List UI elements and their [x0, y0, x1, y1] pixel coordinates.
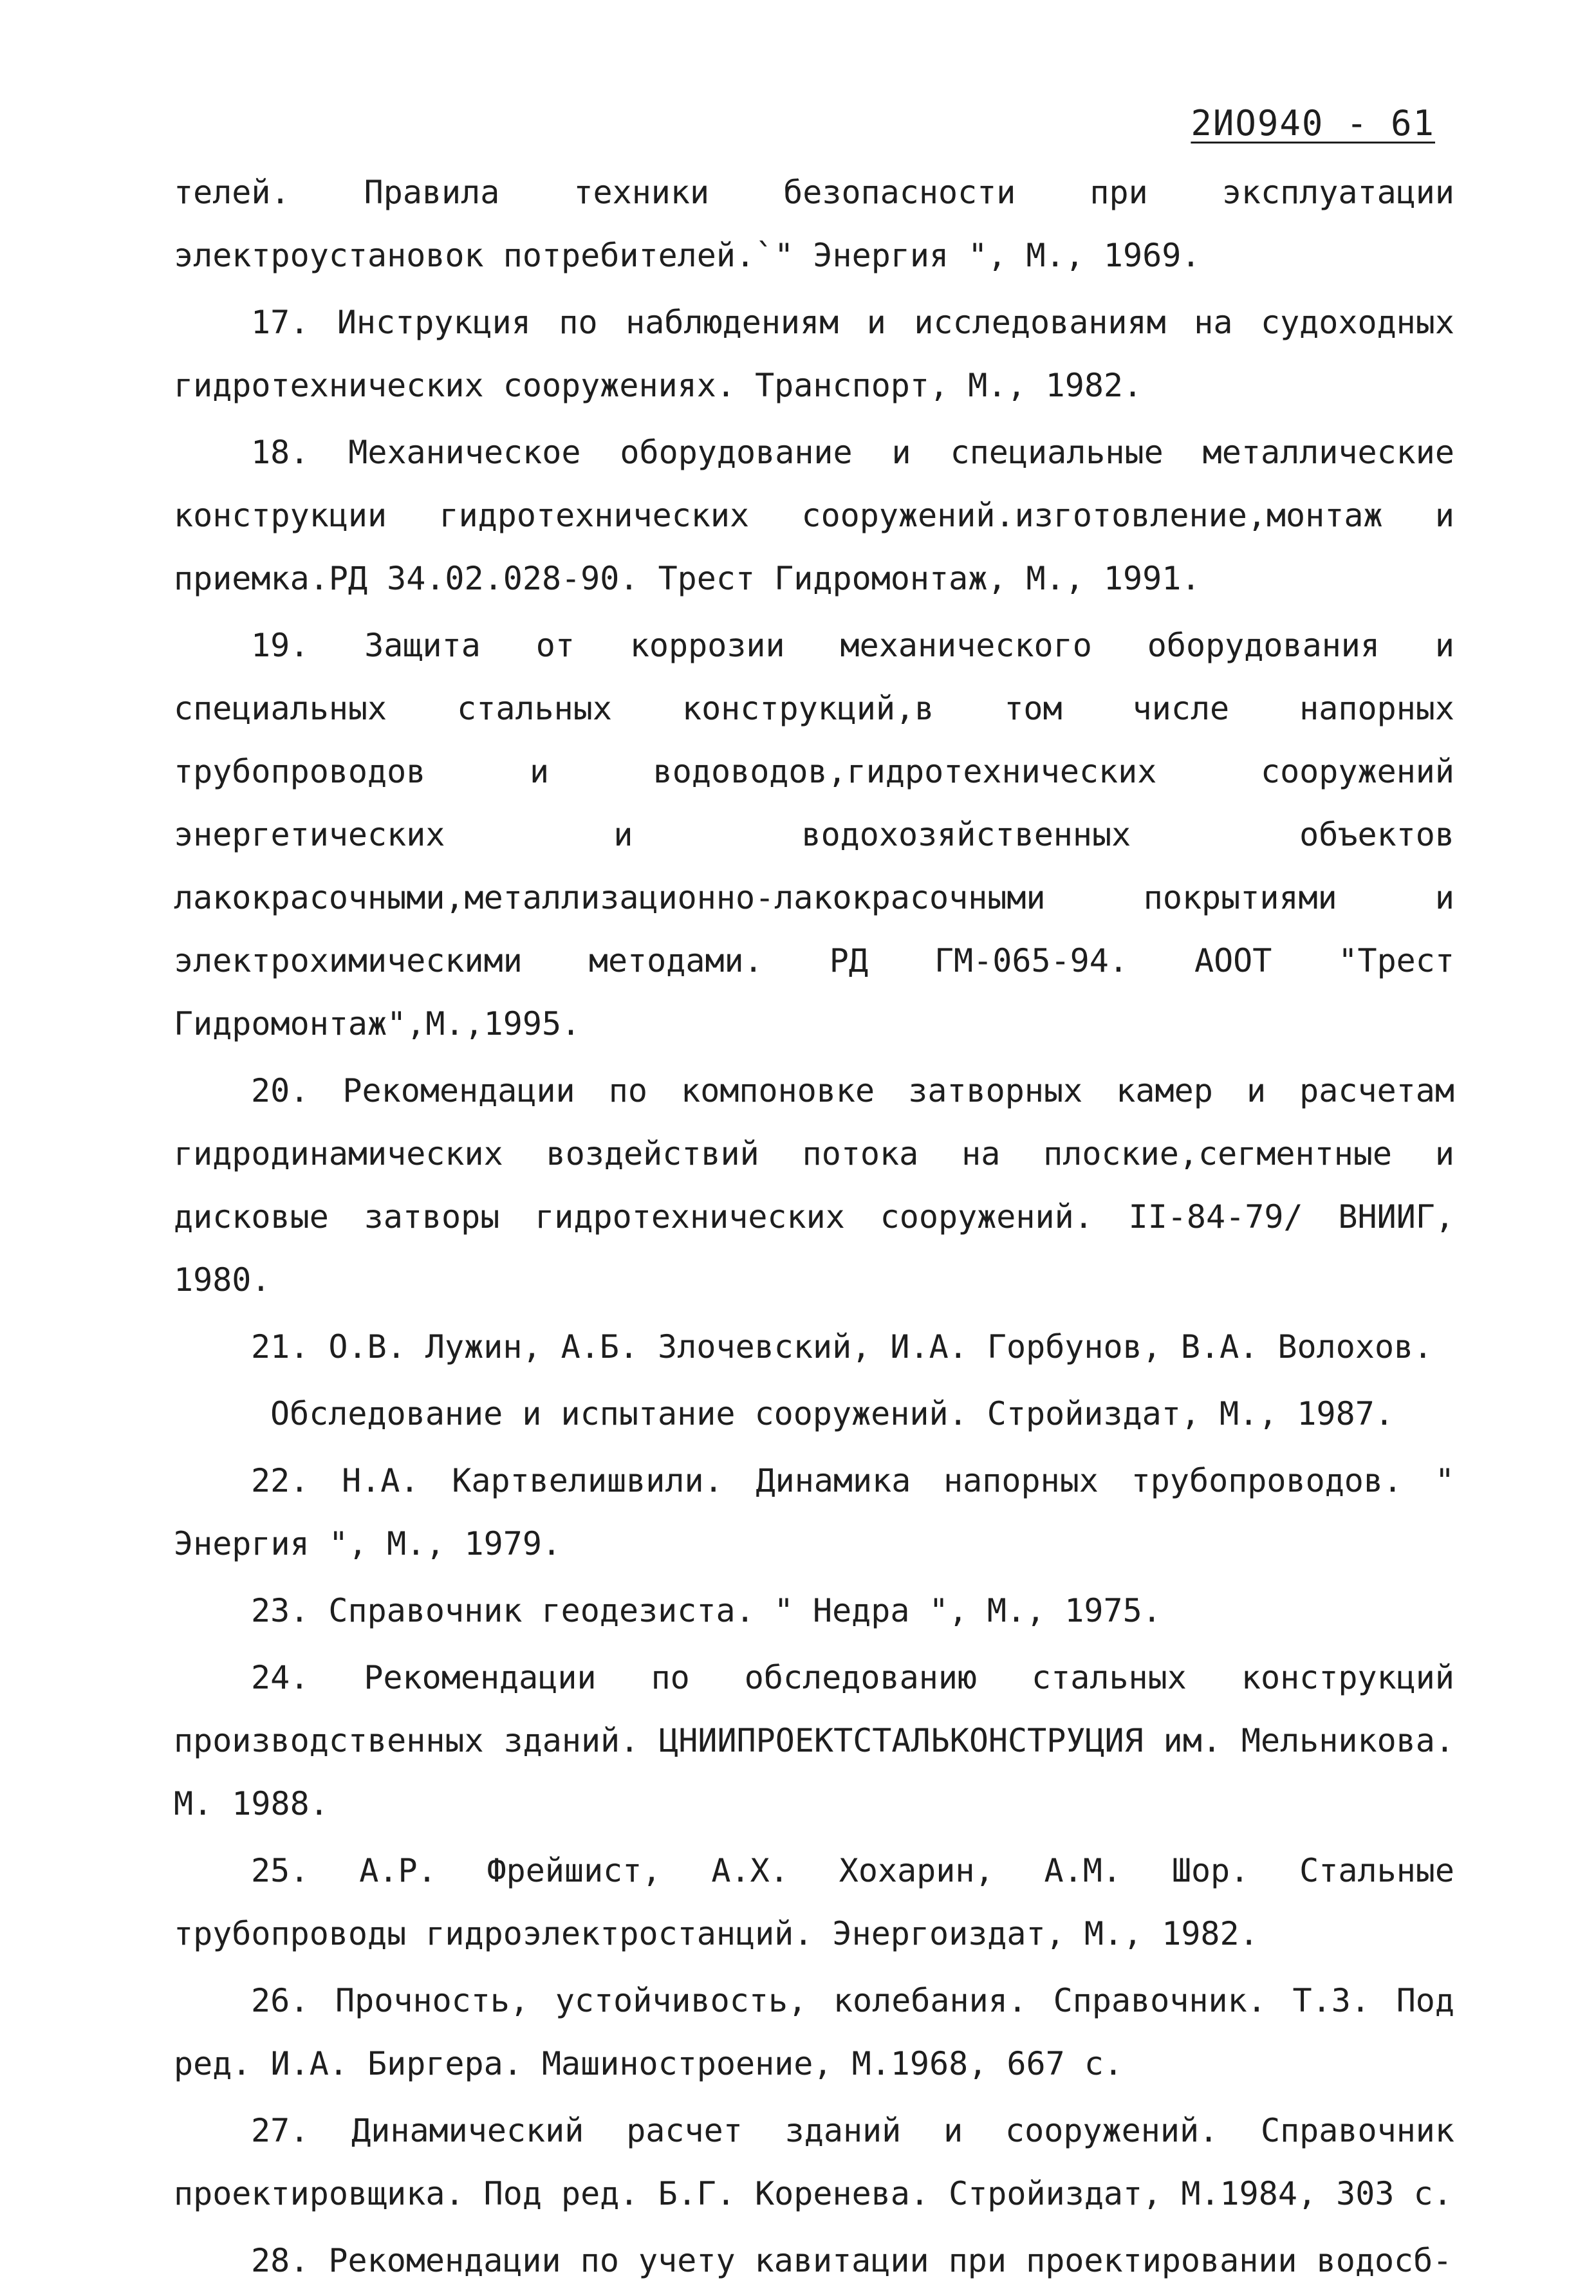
reference-20: 20. Рекомендации по компоновке затворных камер и расчетам гидродинамических воздействий потока на плоские,сегментные и дисковые затворы гидротехнических сооружений. II-84-79/ ВНИИГ, 1980. — [174, 1072, 1454, 1299]
reference-21: 21. О.В. Лужин, А.Б. Злочевский, И.А. Горбунов, В.А. Волохов. — [251, 1328, 1433, 1366]
reference-18: 18. Механическое оборудование и специальные металлические конструкции гидротехнических сооружений.изготовление,монтаж и приемка.РД 34.02.028-90. Трест Гидромонтаж, М., 1991. — [174, 434, 1454, 597]
document-body — [174, 161, 1454, 2296]
reference-25: 25. А.Р. Фрейшист, А.Х. Хохарин, А.М. Шор. Стальные трубопроводы гидроэлектростанций. Энергоиздат, М., 1982. — [174, 1852, 1454, 1952]
reference-17: 17. Инструкция по наблюдениям и исследованиям на судоходных гидротехнических сооружениях. Транспорт, М., 1982. — [174, 304, 1454, 404]
page-number: 2ИО940 - 61 — [1191, 103, 1435, 144]
reference-28: 28. Рекомендации по учету кавитации при проектировании водосб- — [251, 2242, 1452, 2279]
reference-27: 27. Динамический расчет зданий и сооружений. Справочник проектировщика. Под ред. Б.Г. Коренева. Стройиздат, М.1984, 303 с. — [174, 2112, 1454, 2212]
reference-24: 24. Рекомендации по обследованию стальных конструкций производственных зданий. ЦНИИПРОЕКТСТАЛЬКОНСТРУЦИЯ им. Мельникова. М. 1988. — [174, 1659, 1454, 1822]
reference-26: 26. Прочность, устойчивость, колебания. Справочник. Т.3. Под ред. И.А. Биргера. Машиностроение, М.1968, 667 с. — [174, 1982, 1454, 2082]
reference-19: 19. Защита от коррозии механического оборудования и специальных стальных конструкций,в том числе напорных трубопроводов и водоводов,гидротехнических сооружений энергетических и водохозяйственных объектов лакокрасочными,металлизационно-лакокрасочными покрытиями и электрохимическими методами. РД ГМ-065-94. АООТ "Трест Гидромонтаж",М.,1995. — [174, 627, 1454, 1042]
reference-22: 22. Н.А. Картвелишвили. Динамика напорных трубопроводов. " Энергия ", М., 1979. — [174, 1462, 1454, 1562]
reference-16-continuation: телей. Правила техники безопасности при эксплуатации электроустановок потребителей.`" Энергия ", М., 1969. — [174, 174, 1454, 274]
reference-23: 23. Справочник геодезиста. " Недра ", М., 1975. — [251, 1592, 1162, 1629]
reference-21-continuation: Обследование и испытание сооружений. Стройиздат, М., 1987. — [270, 1395, 1394, 1432]
